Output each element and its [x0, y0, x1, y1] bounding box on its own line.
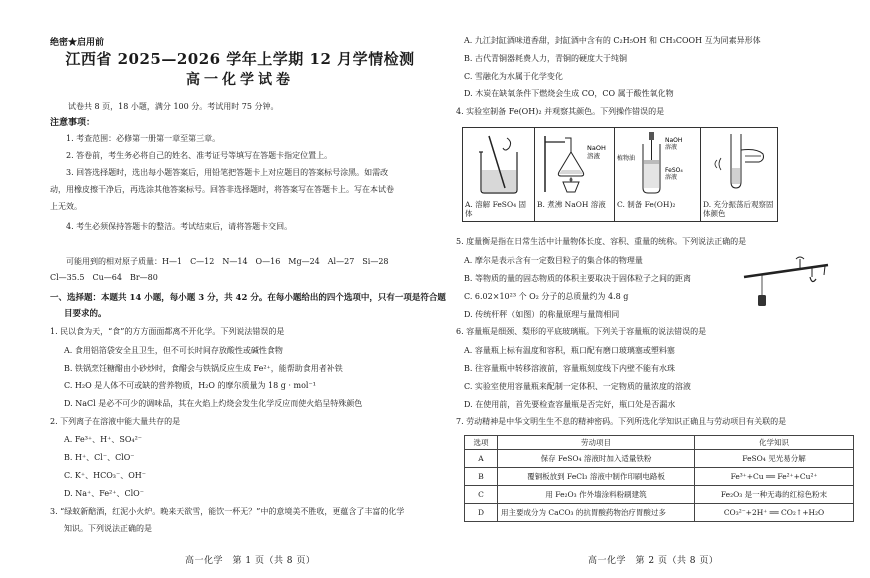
q5-option-c: C. 6.02×10²³ 个 O₂ 分子的总质量约为 4.8 g: [464, 292, 629, 301]
beaker-stirring-illustration: [463, 130, 535, 196]
q4-cell-d: [701, 128, 777, 221]
q4-c-tag5: 植物油: [617, 155, 636, 162]
note-4: 4. 考生必须保持答题卡的整洁。考试结束后，请将答题卡交回。: [66, 222, 293, 231]
row-b-labor: 覆铜板放到 FeCl₃ 溶液中制作印刷电路板: [498, 468, 695, 486]
exam-subtitle: 高一化学试卷: [186, 72, 294, 88]
q3-option-a: A. 九江封缸酒味道香甜，封缸酒中含有的 C₂H₅OH 和 CH₃COOH 互为同素异形体: [464, 36, 761, 45]
row-c-labor: 用 Fe₂O₃ 作外墙涂料粉刷建筑: [498, 486, 695, 504]
q4-b-tag2: 溶液: [587, 152, 600, 160]
row-d-option: D: [465, 504, 498, 522]
q4-label-d: D. 充分振荡后观察固体颜色: [703, 200, 774, 218]
table-row: [465, 504, 854, 522]
q2-option-b: B. H⁺、Cl⁻、ClO⁻: [64, 453, 135, 462]
q4-b-tag1: NaOH: [587, 144, 606, 152]
q4-c-tag2: 溶液: [665, 144, 678, 151]
row-a-knowledge: FeSO₄ 见光易分解: [695, 450, 854, 468]
q6-option-c: C. 实验室使用容量瓶来配制一定体积、一定物质的量浓度的溶液: [464, 382, 691, 391]
q6-option-b: B. 往容量瓶中转移溶液前，容量瓶刻度线下内壁不能有水珠: [464, 364, 675, 373]
q3-stem-cont: 知识。下列说法正确的是: [64, 524, 152, 533]
q6-option-a: A. 容量瓶上标有温度和容积，瓶口配有磨口玻璃塞或塑料塞: [464, 346, 675, 355]
q1-option-a: A. 食用铝箔袋安全且卫生，但不可长时间存放酸性或碱性食物: [64, 346, 283, 355]
notes-heading: 注意事项：: [50, 118, 96, 128]
section-heading-cont: 目要求的。: [64, 309, 107, 319]
q5-option-b: B. 等物质的量的固态物质的体积主要取决于固体粒子之间的距离: [464, 274, 691, 283]
header-option: 选项: [465, 436, 498, 450]
q4-c-tag1: NaOH: [665, 137, 683, 144]
row-d-knowledge: CO₃²⁻+2H⁺ ══ CO₂↑+H₂O: [695, 504, 854, 522]
q2-option-a: A. Fe³⁺、H⁺、SO₄²⁻: [64, 435, 143, 444]
secret-label: 绝密★启用前: [50, 38, 105, 48]
q3-stem: 3. “绿蚁新醅酒，红泥小火炉。晚来天欲雪，能饮一杯无？”中的意境美不胜收，更蕴含了丰富的化学: [50, 507, 405, 516]
q4-c-tag3: FeSO₄: [665, 167, 683, 174]
row-b-knowledge: Fe³⁺+Cu ══ Fe²⁺+Cu²⁺: [695, 468, 854, 486]
table-row: [465, 450, 854, 468]
q2-option-d: D. Na⁺、Fe²⁺、ClO⁻: [64, 489, 144, 498]
q5-option-a: A. 摩尔是表示含有一定数目粒子的集合体的物理量: [464, 256, 643, 265]
q4-label-c: C. 制备 Fe(OH)₂: [617, 200, 676, 209]
q7-labor-table: [464, 435, 854, 522]
q6-stem: 6. 容量瓶是细颈、梨形的平底玻璃瓶。下列关于容量瓶的说法错误的是: [456, 327, 707, 336]
test-tube-dropper-illustration: [615, 130, 701, 196]
q1-stem: 1. 民以食为天，“食”的方方面面都离不开化学。下列说法错误的是: [50, 327, 285, 336]
table-header-row: [465, 436, 854, 450]
q3-option-d: D. 木炭在缺氧条件下燃烧会生成 CO，CO 属于酸性氧化物: [464, 89, 674, 98]
steelyard-scale-illustration: [740, 255, 832, 313]
section-heading: 一、选择题：本题共 14 小题，每小题 3 分，共 42 分。在每小题给出的四个选项中，只有一项是符合题: [50, 293, 446, 303]
exam-title: 江西省 2025—2026 学年上学期 12 月学情检测: [65, 50, 415, 68]
flask-boiling-illustration: [535, 130, 615, 196]
q2-option-c: C. K⁺、HCO₃⁻、OH⁻: [64, 471, 146, 480]
shaking-test-tube-illustration: [701, 130, 777, 196]
page-footer: 高一化学 第 2 页（共 8 页）: [588, 556, 719, 566]
q5-option-d: D. 传统杆秤（如图）的称量原理与量筒相同: [464, 310, 620, 319]
note-1: 1. 考查范围：必修第一册第一章至第三章。: [66, 134, 221, 143]
row-b-option: B: [465, 468, 498, 486]
table-row: [465, 468, 854, 486]
q3-option-b: B. 古代青铜器耗费人力，青铜的硬度大于纯铜: [464, 54, 627, 63]
note-3-cont: 动，用橡皮擦干净后，再选涂其他答案标号。回答非选择题时，将答案写在答题卡上。写在本试卷: [50, 185, 394, 194]
header-knowledge: 化学知识: [695, 436, 854, 450]
q4-cell-b: [535, 128, 615, 221]
header-labor: 劳动项目: [498, 436, 695, 450]
q4-stem: 4. 实验室制备 Fe(OH)₂ 并观察其颜色。下列操作错误的是: [456, 107, 665, 116]
atomic-masses-2: Cl—35.5 Cu—64 Br—80: [50, 273, 158, 282]
exam-info: 试卷共 8 页，18 小题，满分 100 分。考试用时 75 分钟。: [68, 102, 279, 111]
q7-stem: 7. 劳动精神是中华文明生生不息的精神密码。下列所选化学知识正确且与劳动项目有关联的是: [456, 417, 787, 426]
note-3-end: 上无效。: [50, 202, 82, 211]
page-footer: 高一化学 第 1 页（共 8 页）: [185, 556, 316, 566]
row-a-option: A: [465, 450, 498, 468]
q1-option-b: B. 铁锅烹饪糖醋由小砂炒时，食醋会与铁锅反应生成 Fe²⁺，能帮助食用者补铁: [64, 364, 343, 373]
row-c-knowledge: Fe₂O₃ 是一种无毒的红棕色粉末: [695, 486, 854, 504]
row-c-option: C: [465, 486, 498, 504]
table-row: [465, 486, 854, 504]
q4-label-b: B. 煮沸 NaOH 溶液: [537, 200, 606, 209]
q6-option-d: D. 在使用前，首先要检查容量瓶是否完好，瓶口处是否漏水: [464, 400, 676, 409]
q4-cell-c: [615, 128, 701, 221]
q4-apparatus-table: [462, 127, 778, 222]
row-a-labor: 保存 FeSO₄ 溶液时加入适量铁粉: [498, 450, 695, 468]
note-3: 3. 回答选择题时，选出每小题答案后，用铅笔把答题卡上对应题目的答案标号涂黑。如需改: [66, 168, 389, 177]
q2-stem: 2. 下列离子在溶液中能大量共存的是: [50, 417, 181, 426]
q4-label-a: A. 溶解 FeSO₄ 固体: [465, 200, 526, 218]
row-d-labor: 用主要成分为 CaCO₃ 的抗胃酸药物治疗胃酸过多: [498, 504, 695, 522]
atomic-masses-1: 可能用到的相对原子质量：H—1 C—12 N—14 O—16 Mg—24 Al—27 Si—28: [66, 257, 389, 266]
q1-option-c: C. H₂O 是人体不可或缺的营养物质，H₂O 的摩尔质量为 18 g · mol⁻¹: [64, 381, 316, 390]
q4-cell-a: [463, 128, 535, 221]
note-2: 2. 答卷前，考生务必将自己的姓名、准考证号等填写在答题卡指定位置上。: [66, 151, 333, 160]
q3-option-c: C. 雪融化为水属于化学变化: [464, 72, 563, 81]
q1-option-d: D. NaCl 是必不可少的调味品，其在火焰上灼烧会发生化学反应而使火焰呈特殊颜色: [64, 399, 363, 408]
q5-stem: 5. 度量衡是指在日常生活中计量物体长度、容积、重量的统称。下列说法正确的是: [456, 237, 747, 246]
q4-c-tag4: 溶液: [665, 174, 678, 181]
